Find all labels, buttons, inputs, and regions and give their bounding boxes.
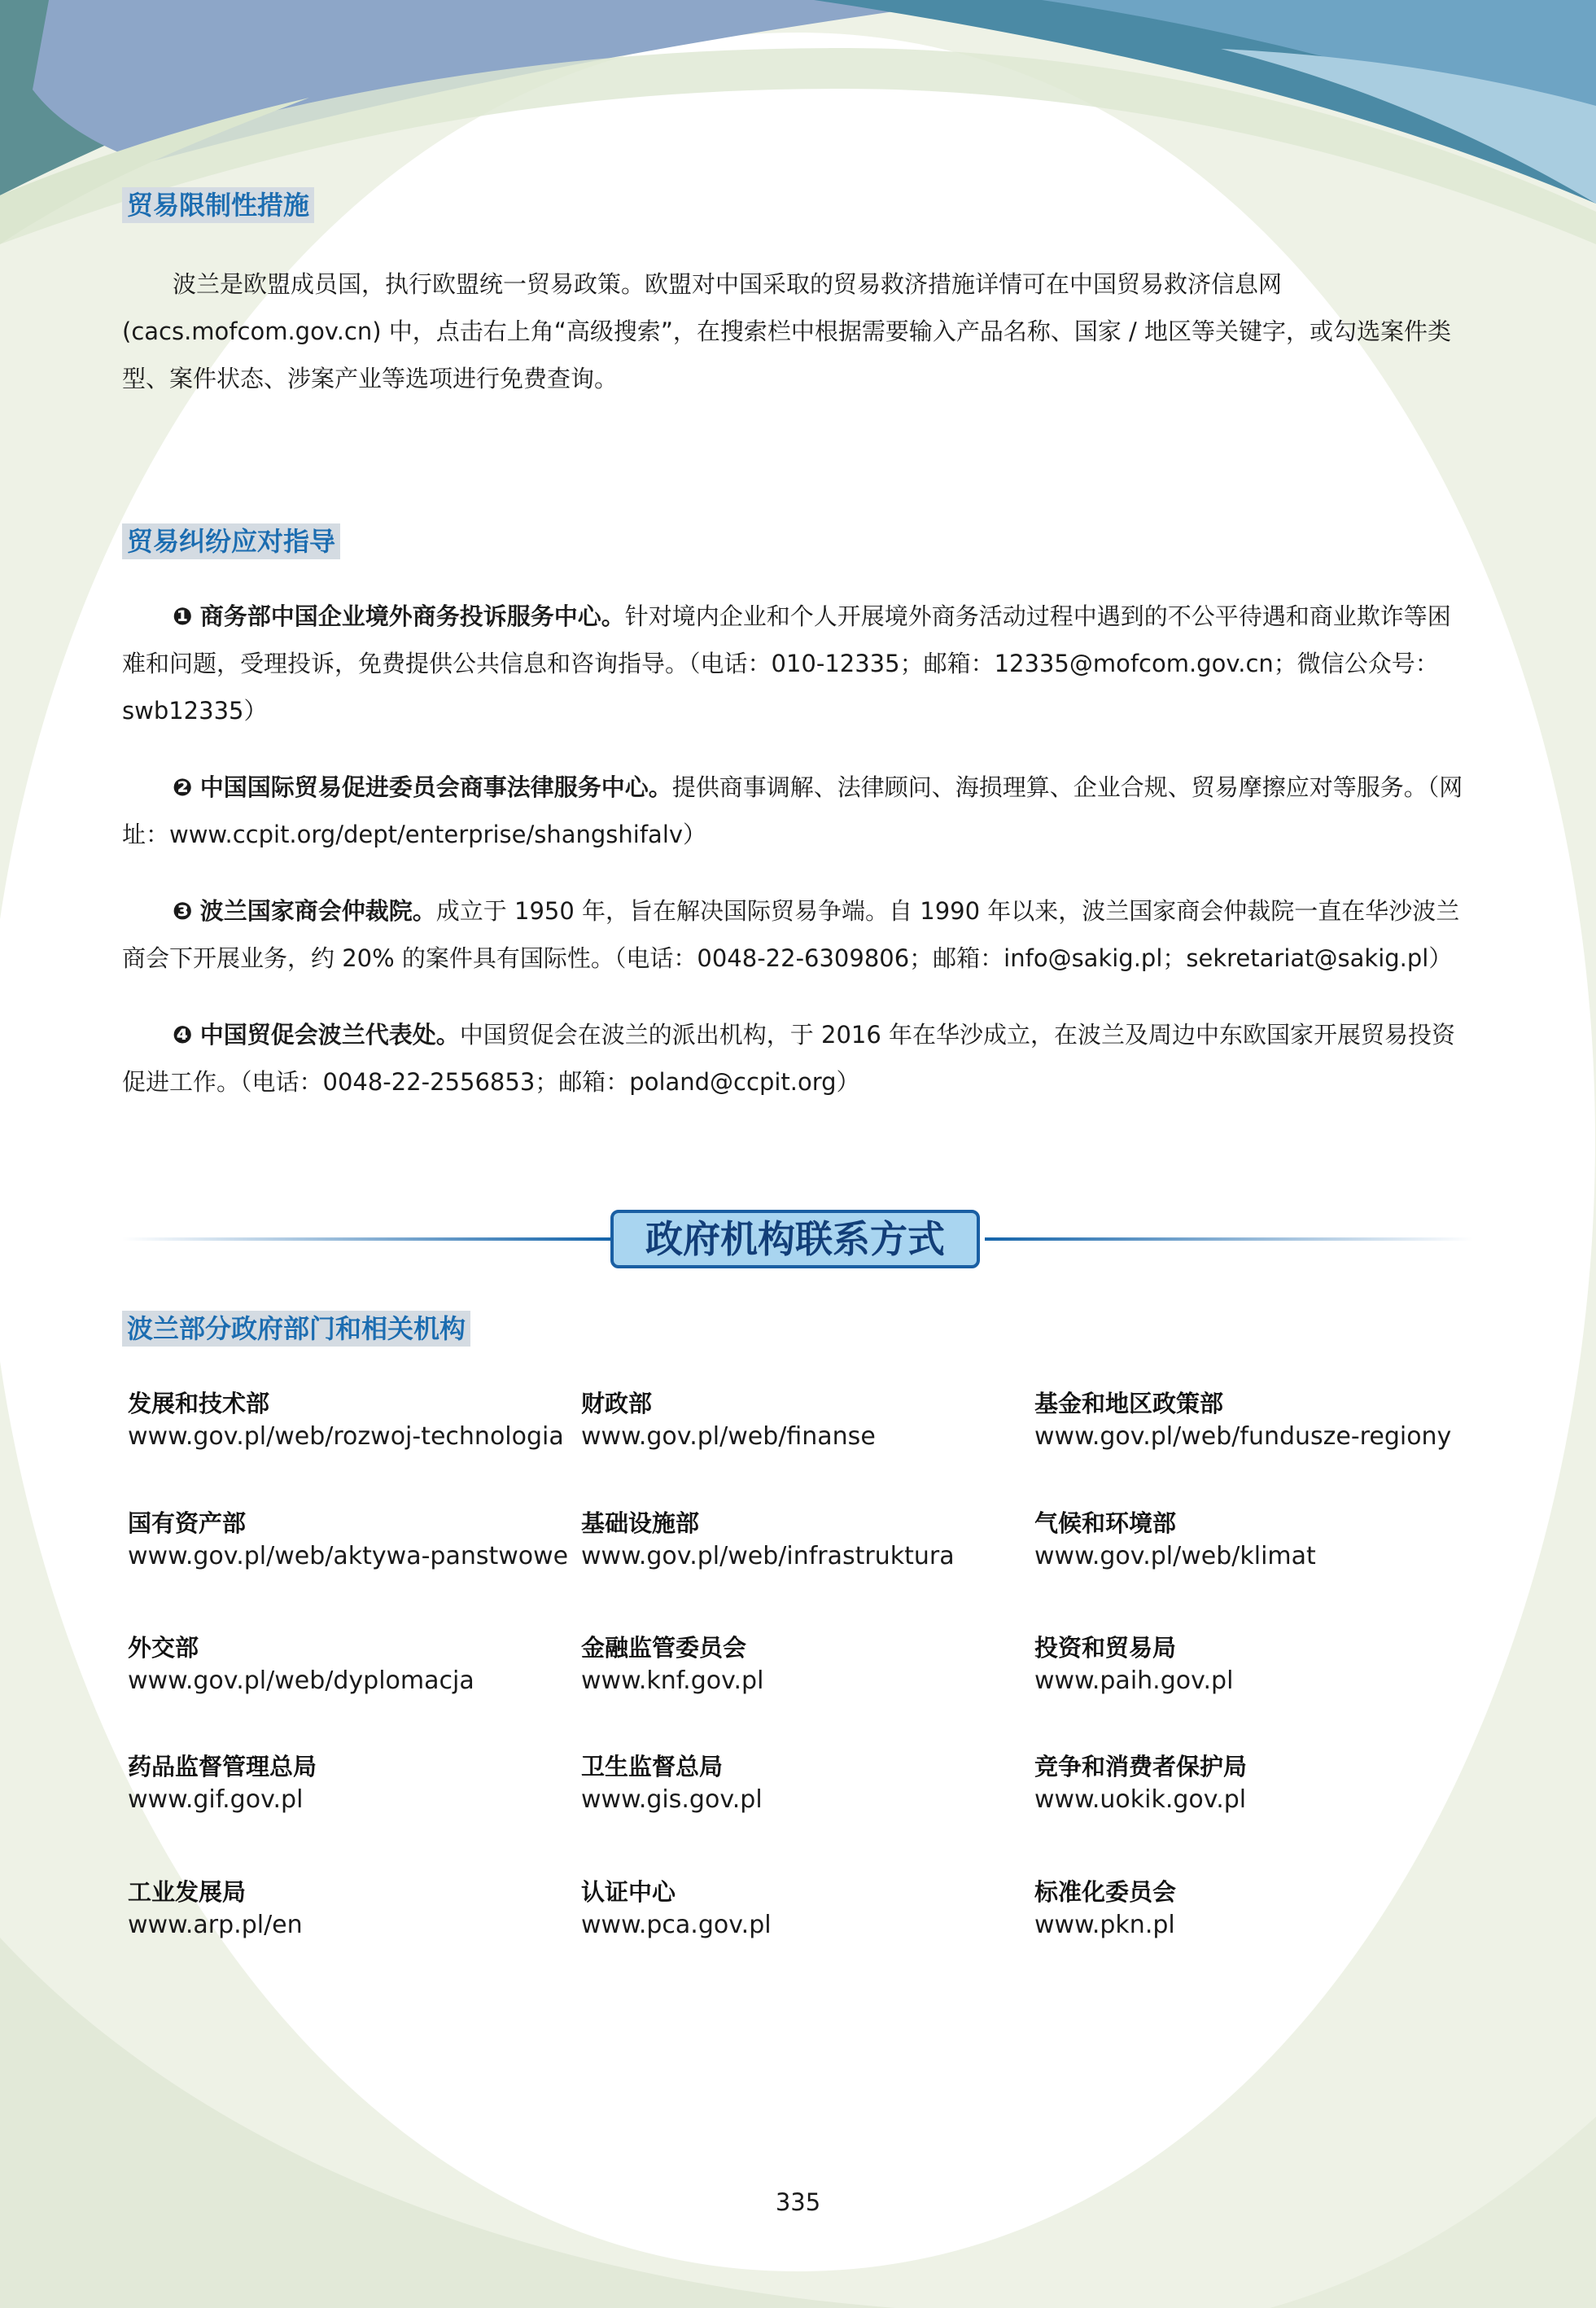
agency-item bbox=[581, 1876, 1021, 1942]
agency-item bbox=[128, 1750, 567, 1817]
agency-item bbox=[1034, 1876, 1474, 1942]
agency-name: 气候和环境部 bbox=[1034, 1509, 1177, 1537]
page-number: 335 bbox=[775, 2188, 821, 2216]
dispute-item-4 bbox=[122, 1011, 1473, 1106]
agency-item bbox=[581, 1387, 1021, 1454]
agency-name: 标准化委员会 bbox=[1034, 1878, 1177, 1906]
agency-url[interactable]: www.gov.pl/web/klimat bbox=[1034, 1542, 1316, 1570]
agency-name: 竞争和消费者保护局 bbox=[1034, 1753, 1248, 1780]
dispute-item-2 bbox=[122, 764, 1473, 858]
agency-url[interactable]: www.pkn.pl bbox=[1034, 1911, 1175, 1939]
agency-url[interactable]: www.gis.gov.pl bbox=[581, 1785, 763, 1814]
agency-name: 药品监督管理总局 bbox=[128, 1753, 317, 1780]
agency-url[interactable]: www.paih.gov.pl bbox=[1034, 1666, 1234, 1695]
number-marker: ❸ bbox=[173, 897, 193, 925]
agency-url[interactable]: www.knf.gov.pl bbox=[581, 1666, 764, 1695]
dispute-item-3 bbox=[122, 887, 1473, 982]
agency-item bbox=[581, 1631, 1021, 1698]
section-heading-gov-agencies: 波兰部分政府部门和相关机构 bbox=[122, 1311, 470, 1347]
agency-url[interactable]: www.gov.pl/web/infrastruktura bbox=[581, 1542, 955, 1570]
item-body: 针对境内企业和个人开展境外商务活动过程中遇到的不公平待遇和商业欺诈等困难和问题，受理投诉，免费提供公共信息和咨询指导。（电话：010-12335；邮箱：12335@mofcom.gov.cn；微信公众号：swb12335） bbox=[122, 602, 1451, 725]
agency-name: 发展和技术部 bbox=[128, 1390, 270, 1417]
agency-name: 外交部 bbox=[128, 1634, 199, 1662]
agency-name: 卫生监督总局 bbox=[581, 1753, 724, 1780]
item-lead: 波兰国家商会仲裁院。 bbox=[199, 897, 436, 925]
agency-url[interactable]: www.gif.gov.pl bbox=[128, 1785, 304, 1814]
agency-url[interactable]: www.gov.pl/web/finanse bbox=[581, 1422, 876, 1451]
number-marker: ❷ bbox=[173, 773, 193, 801]
item-lead: 商务部中国企业境外商务投诉服务中心。 bbox=[199, 602, 625, 630]
agency-name: 工业发展局 bbox=[128, 1878, 247, 1906]
section-heading-trade-restrictions: 贸易限制性措施 bbox=[122, 187, 314, 223]
item-lead: 中国国际贸易促进委员会商事法律服务中心。 bbox=[199, 773, 672, 801]
agency-name: 基础设施部 bbox=[581, 1509, 700, 1537]
item-lead: 中国贸促会波兰代表处。 bbox=[199, 1021, 460, 1049]
number-marker: ❶ bbox=[173, 602, 193, 630]
dispute-item-1 bbox=[122, 593, 1473, 734]
agency-url[interactable]: www.gov.pl/web/rozwoj-technologia bbox=[128, 1422, 564, 1451]
agency-item bbox=[128, 1387, 567, 1454]
agency-url[interactable]: www.gov.pl/web/fundusze-regiony bbox=[1034, 1422, 1452, 1451]
agency-url[interactable]: www.uokik.gov.pl bbox=[1034, 1785, 1247, 1814]
agency-item bbox=[1034, 1387, 1474, 1454]
agency-item bbox=[581, 1750, 1021, 1817]
banner-title: 政府机构联系方式 bbox=[610, 1210, 980, 1268]
agency-item bbox=[581, 1507, 1021, 1574]
section-heading-dispute-guidance: 贸易纠纷应对指导 bbox=[122, 523, 340, 559]
agency-url[interactable]: www.gov.pl/web/aktywa-panstwowe bbox=[128, 1542, 569, 1570]
agency-name: 认证中心 bbox=[581, 1878, 676, 1906]
agency-url[interactable]: www.pca.gov.pl bbox=[581, 1911, 772, 1939]
agency-url[interactable]: www.gov.pl/web/dyplomacja bbox=[128, 1666, 474, 1695]
agency-name: 金融监管委员会 bbox=[581, 1634, 747, 1662]
section-banner bbox=[122, 1205, 1473, 1272]
agency-name: 投资和贸易局 bbox=[1034, 1634, 1177, 1662]
item-body: 成立于 1950 年，旨在解决国际贸易争端。自 1990 年以来，波兰国家商会仲裁院一直在华沙波兰商会下开展业务，约 20% 的案件具有国际性。（电话：0048-22-6309806；邮箱：info@sakig.pl；sekretariat@sakig.pl） bbox=[122, 897, 1460, 972]
agency-item bbox=[128, 1631, 567, 1698]
agency-item bbox=[128, 1876, 567, 1942]
number-marker: ❹ bbox=[173, 1021, 193, 1049]
agency-name: 基金和地区政策部 bbox=[1034, 1390, 1224, 1417]
agency-item bbox=[1034, 1631, 1474, 1698]
agency-name: 国有资产部 bbox=[128, 1509, 247, 1537]
agency-item bbox=[1034, 1507, 1474, 1574]
agency-url[interactable]: www.arp.pl/en bbox=[128, 1911, 303, 1939]
trade-restrictions-paragraph: 波兰是欧盟成员国，执行欧盟统一贸易政策。欧盟对中国采取的贸易救济措施详情可在中国贸易救济信息网 (cacs.mofcom.gov.cn) 中，点击右上角“高级搜索”，在搜索栏中根据需要输入产品名称、国家 / 地区等关键字，或勾选案件类型、案件状态、涉案产业等选项进行免费查询。 bbox=[122, 270, 1452, 392]
banner-line-left bbox=[122, 1237, 610, 1241]
agency-item bbox=[1034, 1750, 1474, 1817]
item-body: 提供商事调解、法律顾问、海损理算、企业合规、贸易摩擦应对等服务。（网址：www.ccpit.org/dept/enterprise/shangshifalv） bbox=[122, 773, 1463, 848]
item-body: 中国贸促会在波兰的派出机构，于 2016 年在华沙成立，在波兰及周边中东欧国家开展贸易投资促进工作。（电话：0048-22-2556853；邮箱：poland@ccpit.org） bbox=[122, 1021, 1456, 1096]
agency-item bbox=[128, 1507, 567, 1574]
banner-line-right bbox=[985, 1237, 1473, 1241]
agency-name: 财政部 bbox=[581, 1390, 653, 1417]
